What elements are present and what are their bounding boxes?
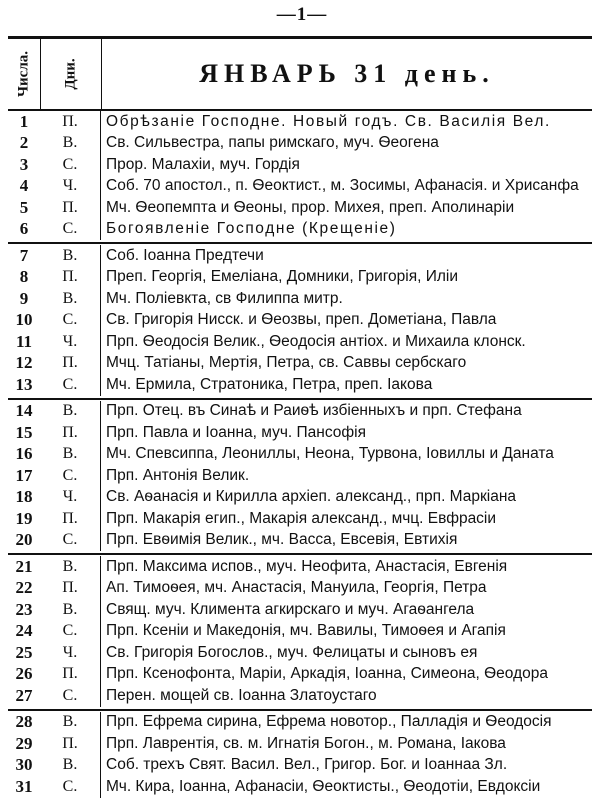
table-row: [8, 197, 592, 219]
saints-text: Прор. Малахіи, муч. Гордія: [106, 155, 300, 173]
month-title: ЯНВАРЬ 31 день.: [199, 59, 495, 88]
saints-text: Прп. Ксеніи и Македонія, мч. Вавилы, Тимоѳея и Агапія: [106, 622, 506, 640]
weekday: Ч.: [40, 331, 101, 353]
saints-text: Прп. Павла и Іоанна, муч. Пансофія: [106, 423, 366, 441]
weekday: П.: [40, 578, 101, 600]
weekday: П.: [40, 422, 101, 444]
saints-text: Прп. Отец. въ Синаѣ и Раиѳѣ избіенныхъ и прп. Стефана: [106, 402, 522, 420]
date-number: 15: [15, 422, 33, 442]
calendar-table: [8, 36, 592, 798]
table-row: [8, 374, 592, 396]
numbers-column-header: [8, 39, 41, 109]
saints-text: Св. Сильвестра, папы римскаго, муч. Ѳеогена: [106, 134, 439, 152]
saints-text: Мч. Ермила, Стратоника, Петра, преп. Іакова: [106, 375, 433, 393]
date-number: 16: [15, 444, 33, 464]
table-row: [8, 267, 592, 289]
saints-text: Прп. Лаврентія, св. м. Игнатія Богон., м. Романа, Іакова: [106, 734, 506, 752]
weekday: С.: [40, 530, 101, 552]
weekday: В.: [40, 133, 101, 155]
saints-text: Прп. Макарія егип., Макарія александ., мчц. Евфрасіи: [106, 509, 497, 527]
table-row: [8, 733, 592, 755]
weekday: П.: [40, 508, 101, 530]
weekday: П.: [40, 664, 101, 686]
saints-text: Мчц. Татіаны, Мертія, Петра, св. Саввы сербскаго: [106, 354, 467, 372]
table-header: [8, 39, 592, 111]
weekday: П.: [40, 267, 101, 289]
week-separator: [8, 398, 592, 400]
date-number: 17: [15, 465, 33, 485]
saints-text: Прп. Ѳеодосія Велик., Ѳеодосія антіох. и Михаила клонск.: [106, 332, 526, 350]
saints-text: Мч. Спевсиппа, Леониллы, Неона, Турвона, Іовиллы и Даната: [106, 445, 554, 463]
date-number: 23: [15, 599, 33, 619]
weekday: В.: [40, 755, 101, 777]
weekday: В.: [40, 288, 101, 310]
saints-text: Св. Григорія Богослов., муч. Фелицаты и сыновъ ея: [106, 643, 478, 661]
table-row: [8, 401, 592, 423]
table-row: [8, 288, 592, 310]
weekday: Ч.: [40, 176, 101, 198]
table-row: [8, 578, 592, 600]
table-row: [8, 465, 592, 487]
table-row: [8, 776, 592, 798]
date-number: 29: [15, 733, 33, 753]
date-number: 2: [19, 133, 29, 153]
saints-text: Мч. Кира, Іоанна, Афанасіи, Ѳеоктисты., Ѳеодотіи, Евдоксіи: [106, 777, 541, 795]
weekday: В.: [40, 401, 101, 423]
saints-text: Прп. Евѳимія Велик., мч. Васса, Евсевія, Евтихія: [106, 531, 458, 549]
week-separator: [8, 242, 592, 244]
date-number: 8: [19, 267, 29, 287]
week-separator: [8, 553, 592, 555]
weekday: Ч.: [40, 642, 101, 664]
saints-text: Соб. 70 апостол., п. Ѳеоктист., м. Зосимы, Афанасія. и Хрисанфа: [106, 177, 579, 195]
table-row: [8, 245, 592, 267]
saints-text: Богоявленіе Господне (Крещеніе): [106, 220, 397, 238]
table-row: [8, 487, 592, 509]
saints-text: Мч. Поліевкта, св Филиппа митр.: [106, 289, 343, 307]
table-row: [8, 508, 592, 530]
date-number: 9: [19, 288, 29, 308]
date-number: 3: [19, 154, 29, 174]
date-number: 7: [19, 245, 29, 265]
days-column-header: [41, 39, 102, 109]
table-row: [8, 642, 592, 664]
table-row: [8, 111, 592, 133]
date-number: 10: [15, 310, 33, 330]
date-number: 14: [15, 401, 33, 421]
week-separator: [8, 709, 592, 711]
date-number: 21: [15, 556, 33, 576]
weekday: С.: [40, 154, 101, 176]
date-number: 13: [15, 374, 33, 394]
table-row: [8, 219, 592, 241]
table-row: [8, 176, 592, 198]
weekday: В.: [40, 245, 101, 267]
table-row: [8, 353, 592, 375]
date-number: 22: [15, 578, 33, 598]
saints-text: Ап. Тимоѳея, мч. Анастасія, Мануила, Георгія, Петра: [106, 579, 487, 597]
table-row: [8, 621, 592, 643]
saints-text: Преп. Георгія, Емеліана, Домники, Григорія, Иліи: [106, 268, 459, 286]
weekday: В.: [40, 712, 101, 734]
saints-text: Св. Григорія Нисск. и Ѳеозвы, преп. Дометіана, Павла: [106, 311, 497, 329]
saints-text: Мч. Ѳеопемпта и Ѳеоны, прор. Михея, преп. Аполинаріи: [106, 198, 515, 216]
weekday: П.: [40, 111, 101, 133]
date-number: 5: [19, 197, 29, 217]
days-header-label: Дни.: [62, 58, 79, 90]
table-row: [8, 530, 592, 552]
date-number: 27: [15, 685, 33, 705]
table-row: [8, 685, 592, 707]
weekday: С.: [40, 776, 101, 798]
weekday: В.: [40, 444, 101, 466]
table-row: [8, 310, 592, 332]
date-number: 18: [15, 487, 33, 507]
saints-text: Св. Аѳанасія и Кирилла архіеп. александ., прп. Маркіана: [106, 488, 517, 506]
weekday: С.: [40, 219, 101, 241]
weekday: В.: [40, 599, 101, 621]
weekday: В.: [40, 556, 101, 578]
saints-text: Прп. Антонія Велик.: [106, 466, 250, 484]
table-row: [8, 154, 592, 176]
table-row: [8, 664, 592, 686]
date-number: 4: [19, 176, 29, 196]
table-row: [8, 712, 592, 734]
saints-text: Прп. Максима испов., муч. Неофита, Анастасія, Евгенія: [106, 557, 508, 575]
date-number: 24: [15, 621, 33, 641]
weekday: П.: [40, 353, 101, 375]
date-number: 25: [15, 642, 33, 662]
date-number: 11: [15, 331, 33, 351]
saints-text: Свящ. муч. Климента агкирскаго и муч. Агаѳангела: [106, 600, 475, 618]
date-number: 19: [15, 508, 33, 528]
weekday: С.: [40, 685, 101, 707]
weekday: Ч.: [40, 487, 101, 509]
date-number: 30: [15, 755, 33, 775]
saints-text: Перен. мощей св. Іоанна Златоустаго: [106, 686, 377, 704]
numbers-header-label: Числа.: [15, 51, 32, 97]
weekday: С.: [40, 621, 101, 643]
date-number: 28: [15, 712, 33, 732]
table-row: [8, 422, 592, 444]
table-body: [8, 111, 592, 798]
weekday: П.: [40, 733, 101, 755]
date-number: 6: [19, 219, 29, 239]
table-row: [8, 133, 592, 155]
table-row: [8, 755, 592, 777]
table-row: [8, 331, 592, 353]
weekday: С.: [40, 465, 101, 487]
saints-text: Соб. Іоанна Предтечи: [106, 246, 264, 264]
saints-text: Обрѣзаніе Господне. Новый годъ. Св. Василія Вел.: [106, 112, 551, 130]
date-number: 20: [15, 530, 33, 550]
table-row: [8, 444, 592, 466]
table-row: [8, 599, 592, 621]
saints-text: Прп. Ксенофонта, Маріи, Аркадія, Іоанна, Симеона, Ѳеодора: [106, 665, 548, 683]
saints-text: Соб. трехъ Свят. Васил. Вел., Григор. Бог. и Іоаннаа Зл.: [106, 756, 508, 774]
table-row: [8, 556, 592, 578]
saints-text: Прп. Ефрема сирина, Ефрема новотор., Палладія и Ѳеодосія: [106, 713, 552, 731]
date-number: 1: [19, 111, 29, 131]
date-number: 31: [15, 776, 33, 796]
weekday: С.: [40, 374, 101, 396]
page-number: —1—: [276, 4, 328, 25]
weekday: С.: [40, 310, 101, 332]
date-number: 12: [15, 353, 33, 373]
date-number: 26: [15, 664, 33, 684]
weekday: П.: [40, 197, 101, 219]
